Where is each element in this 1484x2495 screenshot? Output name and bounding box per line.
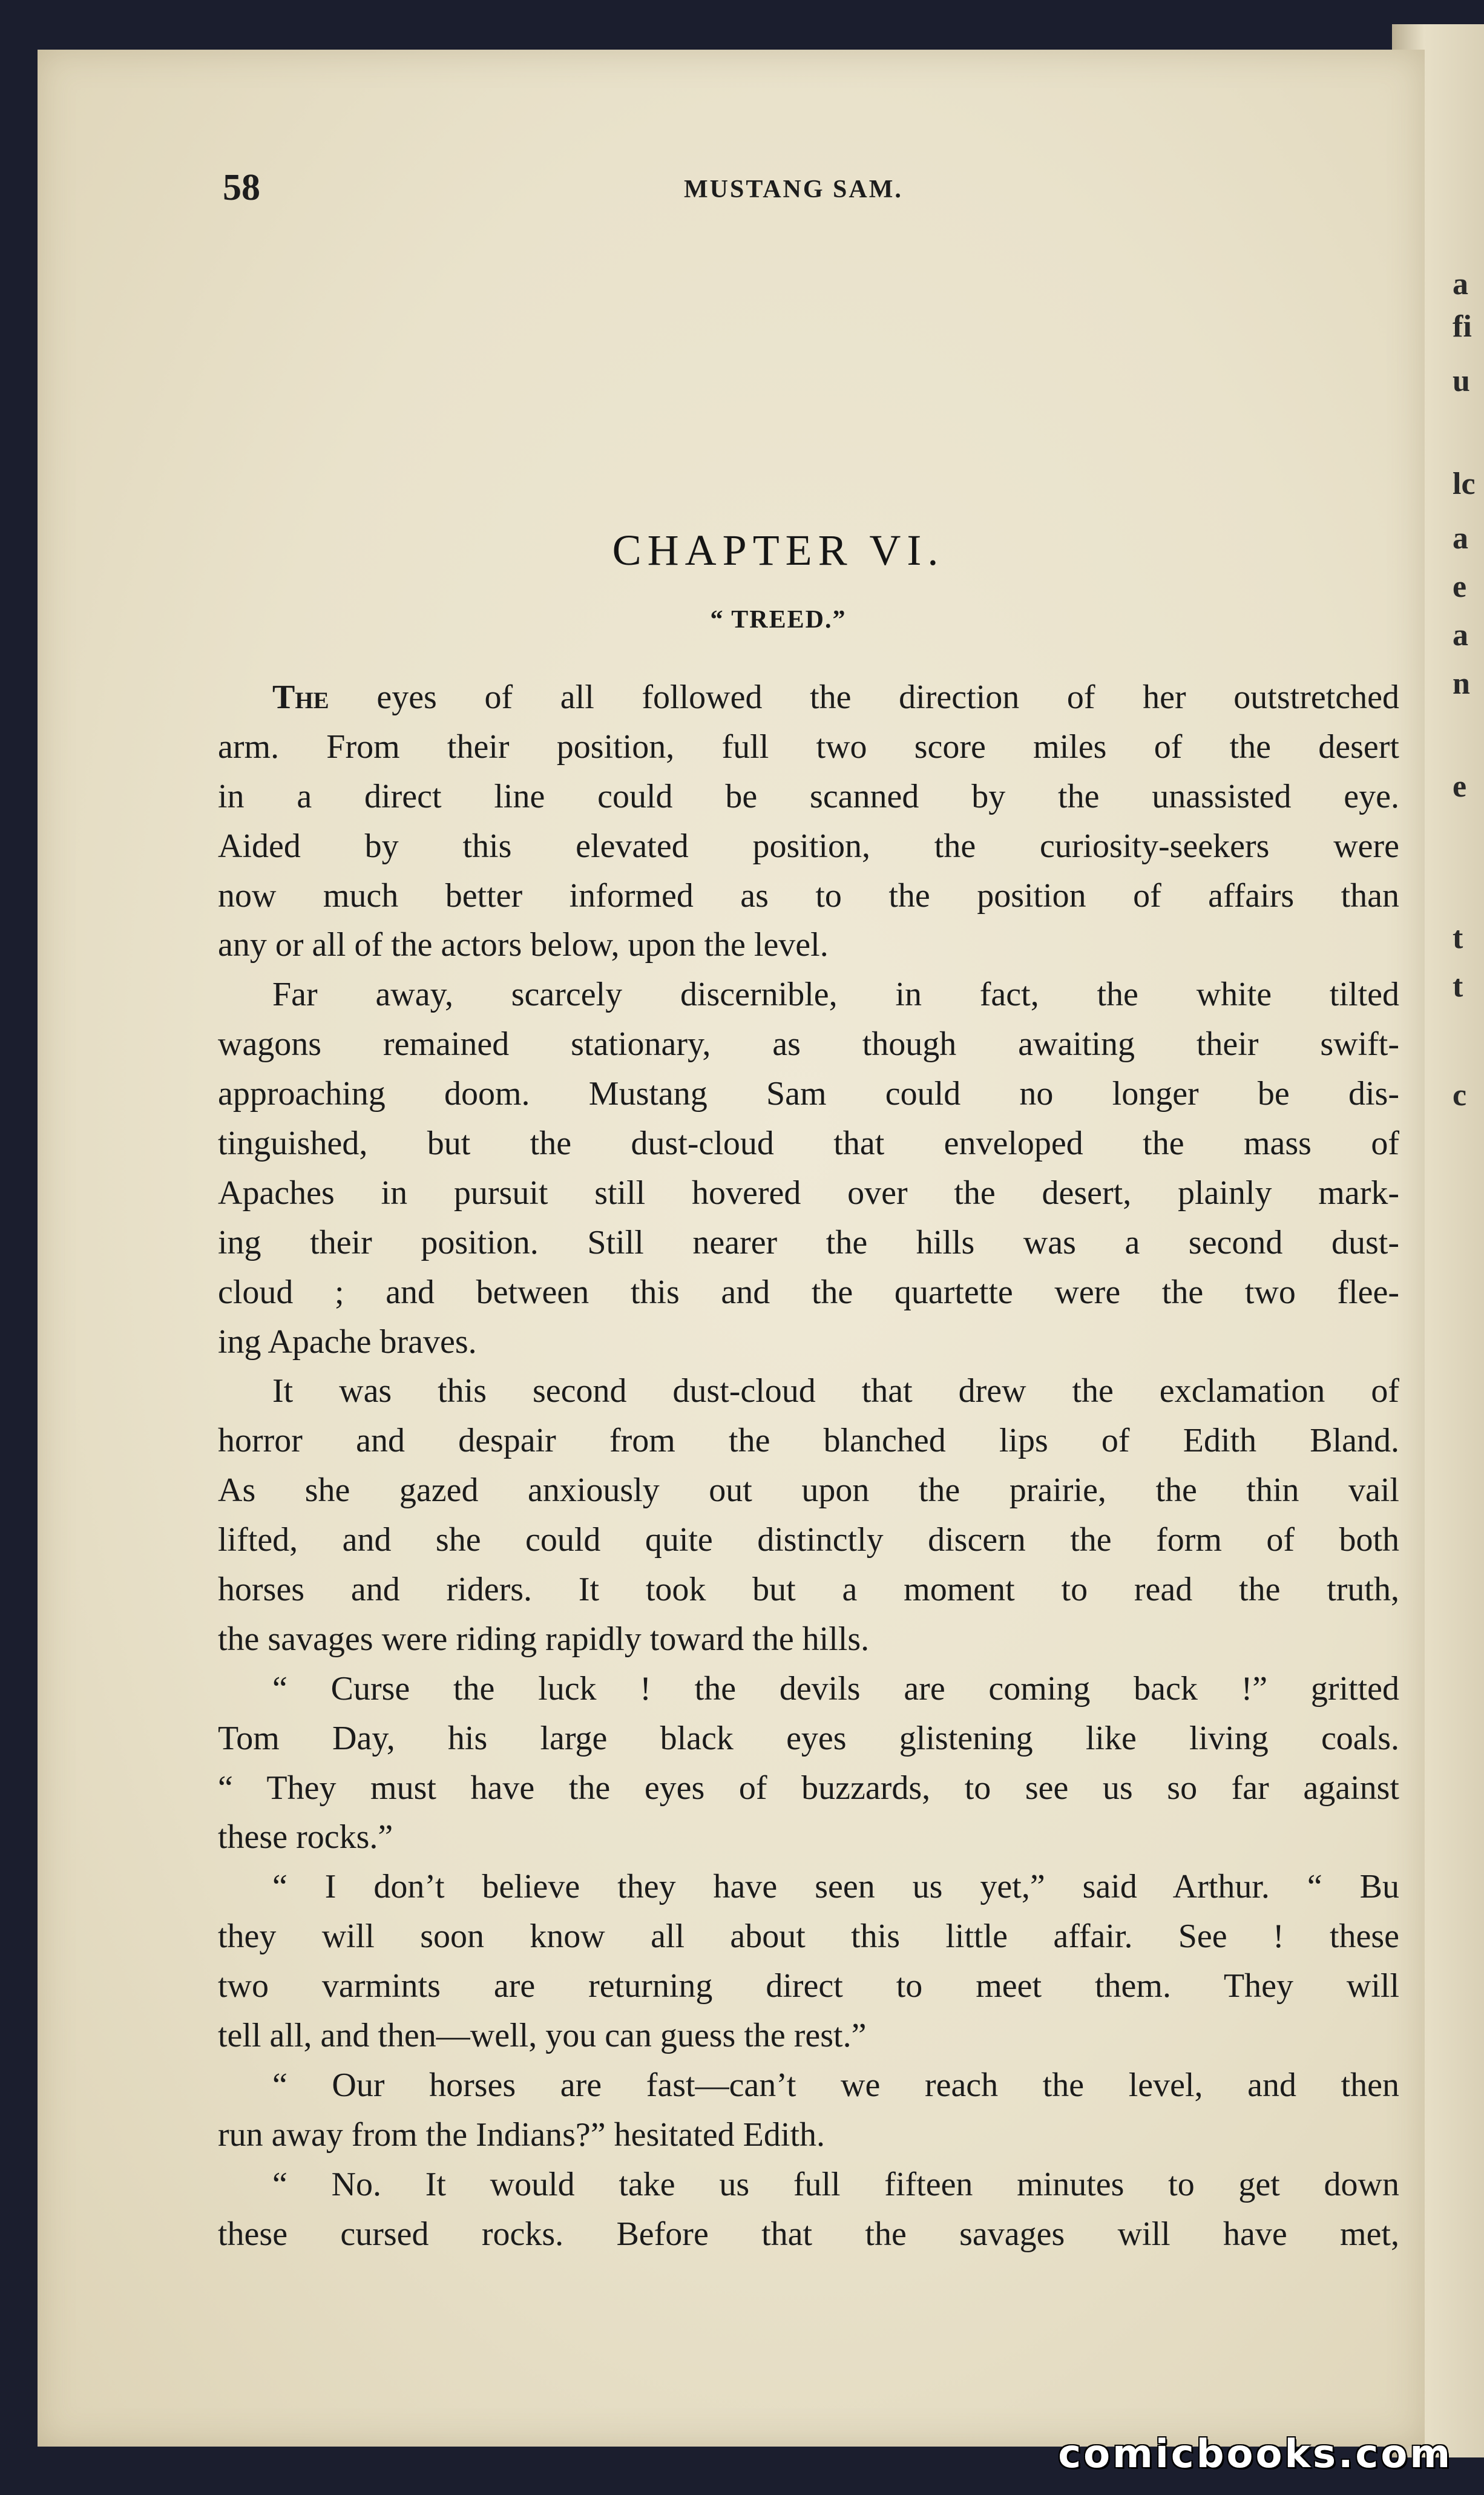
- text-line: horror and despair from the blanched lips of Edith Bland.: [218, 1422, 1399, 1460]
- adjacent-page-letter: t: [1453, 921, 1463, 955]
- text-line: in a direct line could be scanned by the unassisted eye.: [218, 777, 1399, 815]
- text-line: “ Our horses are fast—can’t we reach the level, and then: [272, 2066, 1399, 2104]
- adjacent-page-letter: n: [1453, 666, 1470, 701]
- adjacent-page-letter: a: [1453, 618, 1468, 653]
- text-line: wagons remained stationary, as though awaiting their swift-: [218, 1025, 1399, 1063]
- adjacent-page-letter: u: [1453, 364, 1470, 398]
- page-number: 58: [223, 167, 260, 208]
- text-line: they will soon know all about this little affair. See ! these: [218, 1918, 1399, 1956]
- adjacent-page-letter: e: [1453, 769, 1467, 804]
- text-line: Tom Day, his large black eyes glistening like living coals.: [218, 1719, 1399, 1757]
- text-line: run away from the Indians?” hesitated Edith.: [218, 2115, 825, 2154]
- text-line: cloud ; and between this and the quartette were the two flee-: [218, 1273, 1399, 1311]
- text-line: “ They must have the eyes of buzzards, to see us so far against: [218, 1769, 1399, 1807]
- text-line: It was this second dust-cloud that drew the exclamation of: [272, 1372, 1399, 1410]
- adjacent-page-letter: lc: [1453, 467, 1476, 501]
- chapter-heading: CHAPTER VI.: [612, 526, 945, 574]
- text-line: these cursed rocks. Before that the savages will have met,: [218, 2215, 1399, 2253]
- adjacent-page-letter: a: [1453, 267, 1468, 301]
- text-line: lifted, and she could quite distinctly discern the form of both: [218, 1521, 1399, 1559]
- text-line: “ No. It would take us full fifteen minutes to get down: [272, 2165, 1399, 2203]
- text-line-rest: eyes of all followed the direction of her outstretched: [329, 679, 1399, 716]
- adjacent-page-letter: t: [1453, 969, 1463, 1004]
- body-text: [218, 673, 1399, 2260]
- chapter-subtitle: “ TREED.”: [710, 606, 847, 634]
- text-line: [218, 673, 1399, 723]
- text-line: Apaches in pursuit still hovered over the desert, plainly mark-: [218, 1174, 1399, 1212]
- dropcap-word: The: [272, 679, 329, 716]
- text-line: “ Curse the luck ! the devils are coming back !” gritted: [272, 1669, 1399, 1708]
- running-header: [0, 166, 1484, 215]
- text-line: arm. From their position, full two score miles of the desert: [218, 728, 1399, 766]
- text-line: ing their position. Still nearer the hills was a second dust-: [218, 1223, 1399, 1261]
- text-line: approaching doom. Mustang Sam could no longer be dis-: [218, 1075, 1399, 1113]
- text-line: tinguished, but the dust-cloud that enveloped the mass of: [218, 1125, 1399, 1163]
- text-line: these rocks.”: [218, 1818, 393, 1856]
- text-line: tell all, and then—well, you can guess the rest.”: [218, 2017, 867, 2055]
- text-line: Far away, scarcely discernible, in fact, the white tilted: [272, 976, 1399, 1014]
- adjacent-page-letter: fi: [1453, 309, 1472, 344]
- text-line: As she gazed anxiously out upon the prairie, the thin vail: [218, 1471, 1399, 1510]
- running-title: MUSTANG SAM.: [684, 176, 903, 203]
- adjacent-page-letter: e: [1453, 570, 1467, 604]
- text-line: horses and riders. It took but a moment to read the truth,: [218, 1571, 1399, 1609]
- text-line: Aided by this elevated position, the curiosity-seekers were: [218, 827, 1399, 865]
- adjacent-page-letter: c: [1453, 1078, 1467, 1113]
- text-line: “ I don’t believe they have seen us yet,” said Arthur. “ Bu: [272, 1868, 1399, 1906]
- adjacent-page-letter: a: [1453, 521, 1468, 556]
- text-line: now much better informed as to the position of affairs than: [218, 876, 1399, 915]
- text-line: two varmints are returning direct to meet them. They will: [218, 1967, 1399, 2005]
- text-line: ing Apache braves.: [218, 1323, 477, 1361]
- text-line: any or all of the actors below, upon the level.: [218, 926, 829, 964]
- text-line: the savages were riding rapidly toward the hills.: [218, 1620, 870, 1658]
- watermark: comicbooks.com: [1058, 2432, 1453, 2477]
